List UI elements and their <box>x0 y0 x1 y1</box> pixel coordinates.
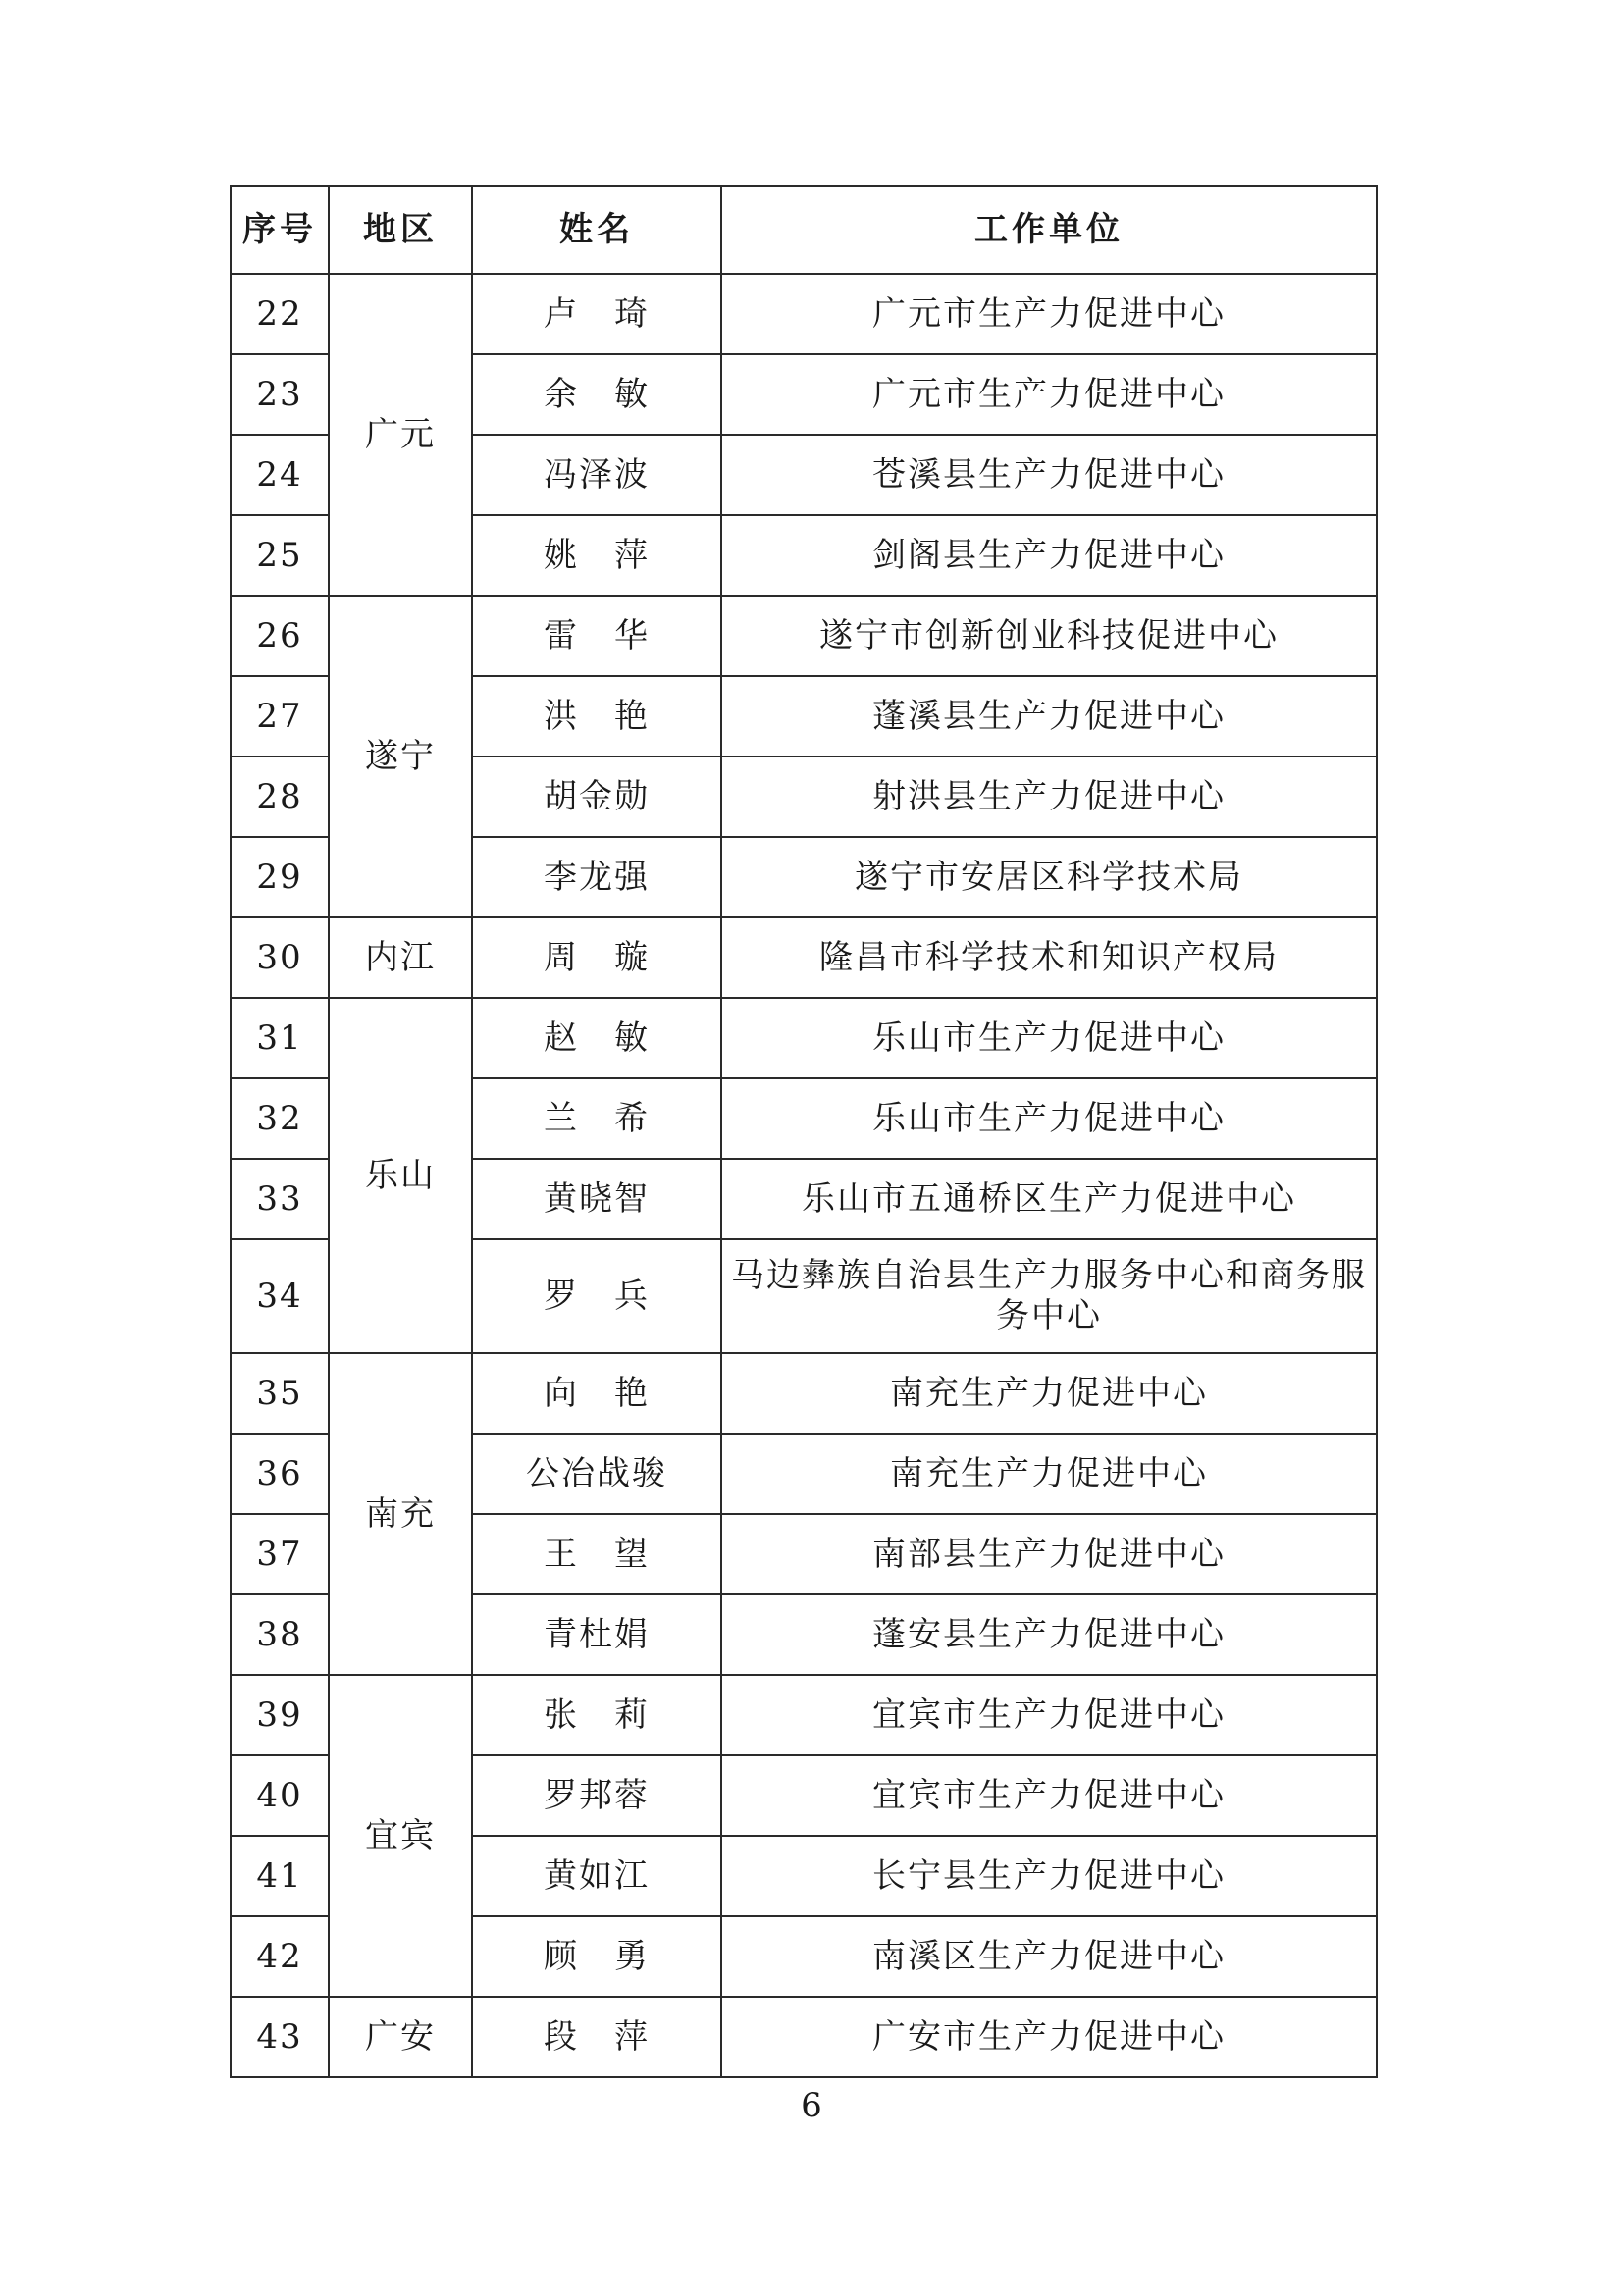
table-row <box>231 1997 1377 2077</box>
cell-seq: 35 <box>231 1353 329 1434</box>
cell-name: 向 艳 <box>472 1353 721 1434</box>
cell-name: 冯泽波 <box>472 435 721 515</box>
cell-name: 黄晓智 <box>472 1159 721 1239</box>
table-header-row <box>231 186 1377 274</box>
cell-name: 李龙强 <box>472 837 721 917</box>
cell-seq: 40 <box>231 1755 329 1836</box>
personnel-table <box>230 185 1378 2078</box>
cell-unit: 广元市生产力促进中心 <box>721 354 1377 435</box>
cell-seq: 28 <box>231 757 329 837</box>
cell-seq: 23 <box>231 354 329 435</box>
cell-seq: 26 <box>231 596 329 676</box>
cell-name: 顾 勇 <box>472 1916 721 1997</box>
cell-name: 罗邦蓉 <box>472 1755 721 1836</box>
cell-region: 内江 <box>329 917 472 998</box>
cell-seq: 37 <box>231 1514 329 1594</box>
cell-name: 洪 艳 <box>472 676 721 757</box>
header-seq: 序号 <box>231 186 329 274</box>
cell-seq: 42 <box>231 1916 329 1997</box>
cell-unit: 马边彝族自治县生产力服务中心和商务服务中心 <box>721 1239 1377 1353</box>
cell-region: 广元 <box>329 274 472 596</box>
cell-unit: 剑阁县生产力促进中心 <box>721 515 1377 596</box>
cell-name: 张 莉 <box>472 1675 721 1755</box>
table-row <box>231 1353 1377 1434</box>
table-row <box>231 998 1377 1078</box>
cell-name: 姚 萍 <box>472 515 721 596</box>
cell-seq: 22 <box>231 274 329 354</box>
cell-name: 黄如江 <box>472 1836 721 1916</box>
cell-name: 兰 希 <box>472 1078 721 1159</box>
cell-name: 卢 琦 <box>472 274 721 354</box>
cell-seq: 27 <box>231 676 329 757</box>
cell-name: 王 望 <box>472 1514 721 1594</box>
cell-name: 余 敏 <box>472 354 721 435</box>
cell-name: 赵 敏 <box>472 998 721 1078</box>
cell-seq: 36 <box>231 1434 329 1514</box>
table-row <box>231 596 1377 676</box>
cell-region: 乐山 <box>329 998 472 1353</box>
cell-unit: 苍溪县生产力促进中心 <box>721 435 1377 515</box>
cell-seq: 32 <box>231 1078 329 1159</box>
table-row <box>231 917 1377 998</box>
cell-seq: 29 <box>231 837 329 917</box>
cell-name: 段 萍 <box>472 1997 721 2077</box>
cell-unit: 蓬溪县生产力促进中心 <box>721 676 1377 757</box>
cell-seq: 30 <box>231 917 329 998</box>
cell-name: 雷 华 <box>472 596 721 676</box>
page-number: 6 <box>801 2086 822 2125</box>
header-region: 地区 <box>329 186 472 274</box>
cell-name: 胡金勋 <box>472 757 721 837</box>
cell-unit: 遂宁市安居区科学技术局 <box>721 837 1377 917</box>
cell-region: 广安 <box>329 1997 472 2077</box>
cell-unit: 乐山市五通桥区生产力促进中心 <box>721 1159 1377 1239</box>
cell-seq: 38 <box>231 1594 329 1675</box>
header-unit: 工作单位 <box>721 186 1377 274</box>
cell-unit: 广元市生产力促进中心 <box>721 274 1377 354</box>
cell-unit: 蓬安县生产力促进中心 <box>721 1594 1377 1675</box>
cell-seq: 41 <box>231 1836 329 1916</box>
cell-unit: 乐山市生产力促进中心 <box>721 1078 1377 1159</box>
cell-unit: 遂宁市创新创业科技促进中心 <box>721 596 1377 676</box>
cell-name: 周 璇 <box>472 917 721 998</box>
cell-unit: 长宁县生产力促进中心 <box>721 1836 1377 1916</box>
cell-seq: 34 <box>231 1239 329 1353</box>
cell-unit: 南部县生产力促进中心 <box>721 1514 1377 1594</box>
cell-unit: 乐山市生产力促进中心 <box>721 998 1377 1078</box>
table-row <box>231 1675 1377 1755</box>
cell-seq: 33 <box>231 1159 329 1239</box>
cell-name: 青杜娟 <box>472 1594 721 1675</box>
header-name: 姓名 <box>472 186 721 274</box>
table-row <box>231 274 1377 354</box>
cell-name: 罗 兵 <box>472 1239 721 1353</box>
cell-seq: 25 <box>231 515 329 596</box>
cell-name: 公冶战骏 <box>472 1434 721 1514</box>
cell-seq: 39 <box>231 1675 329 1755</box>
cell-region: 南充 <box>329 1353 472 1675</box>
cell-seq: 43 <box>231 1997 329 2077</box>
cell-unit: 宜宾市生产力促进中心 <box>721 1755 1377 1836</box>
cell-region: 遂宁 <box>329 596 472 917</box>
cell-seq: 31 <box>231 998 329 1078</box>
cell-unit: 射洪县生产力促进中心 <box>721 757 1377 837</box>
cell-region: 宜宾 <box>329 1675 472 1997</box>
cell-unit: 隆昌市科学技术和知识产权局 <box>721 917 1377 998</box>
cell-seq: 24 <box>231 435 329 515</box>
cell-unit: 南充生产力促进中心 <box>721 1434 1377 1514</box>
cell-unit: 南充生产力促进中心 <box>721 1353 1377 1434</box>
cell-unit: 宜宾市生产力促进中心 <box>721 1675 1377 1755</box>
cell-unit: 南溪区生产力促进中心 <box>721 1916 1377 1997</box>
cell-unit: 广安市生产力促进中心 <box>721 1997 1377 2077</box>
